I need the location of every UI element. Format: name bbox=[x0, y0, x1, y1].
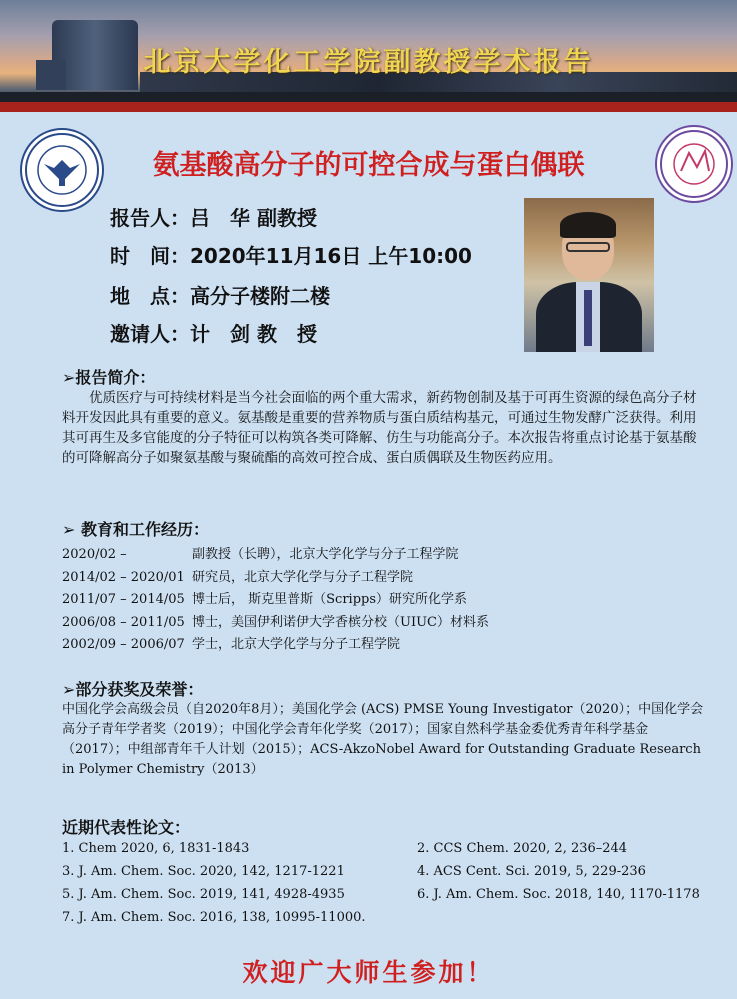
experience-heading: ➢ 教育和工作经历： bbox=[62, 520, 209, 539]
place-line: 地 点：高分子楼附二楼 bbox=[110, 284, 330, 308]
ground-graphic bbox=[0, 92, 737, 102]
time-line: 时 间：2020年11月16日 上午10:00 bbox=[110, 244, 472, 268]
publication-item: 2. CCS Chem. 2020, 2, 236–244 bbox=[417, 841, 628, 856]
banner-title: 北京大学化工学院副教授学术报告 bbox=[143, 47, 594, 78]
abstract-text: 优质医疗与可持续材料是当今社会面临的两个重大需求，新药物创制及基于可再生资源的绿色高分子材料开发因此具有重要的意义。氨基酸是重要的营养物质与蛋白质结构基元，可通过生物发酵广泛获得。利用其可再生及多官能度的分子特征可以构筑各类可降解、仿生与功能高分子。本次报告将重点讨论基于氨基酸的可降解高分子如聚氨基酸与聚硫酯的高效可控合成、蛋白质偶联及生物医药应用。 bbox=[62, 390, 697, 466]
publications-heading: 近期代表性论文： bbox=[62, 818, 191, 837]
experience-row: 2014/02 – 2020/01 研究员，北京大学化学与分子工程学院 bbox=[62, 570, 414, 585]
abstract-heading: ➢报告简介： bbox=[62, 368, 156, 387]
experience-row: 2006/08 – 2011/05 博士，美国伊利诺伊大学香槟分校（UIUC）材料系 bbox=[62, 615, 489, 630]
report-title: 氨基酸高分子的可控合成与蛋白偶联 bbox=[152, 150, 585, 181]
awards-heading: ➢部分获奖及荣誉： bbox=[62, 680, 204, 699]
publication-item: 1. Chem 2020, 6, 1831-1843 bbox=[62, 841, 250, 856]
speaker-photo bbox=[524, 198, 654, 352]
experience-row: 2011/07 – 2014/05 博士后， 斯克里普斯（Scripps）研究所化学系 bbox=[62, 592, 468, 607]
publication-item: 5. J. Am. Chem. Soc. 2019, 141, 4928-4935 bbox=[62, 887, 345, 902]
experience-row: 2002/09 – 2006/07 学士，北京大学化学与分子工程学院 bbox=[62, 637, 401, 652]
welcome-footer: 欢迎广大师生参加！ bbox=[242, 958, 495, 987]
publication-item: 6. J. Am. Chem. Soc. 2018, 140, 1170-1178 bbox=[417, 887, 700, 902]
publication-item: 7. J. Am. Chem. Soc. 2016, 138, 10995-11000. bbox=[62, 910, 366, 925]
publication-item: 3. J. Am. Chem. Soc. 2020, 142, 1217-1221 bbox=[62, 864, 345, 879]
header-banner bbox=[0, 0, 737, 102]
publication-item: 4. ACS Cent. Sci. 2019, 5, 229-236 bbox=[417, 864, 646, 879]
host-line: 邀请人：计 剑 教 授 bbox=[110, 322, 317, 346]
divider-bar bbox=[0, 102, 737, 112]
awards-text: 中国化学会高级会员（自2020年8月）；美国化学会 (ACS) PMSE Young Investigator（2020）；中国化学会高分子青年学者奖（2019）；中国化学会青年化学奖（2017）；国家自然科学基金委优秀青年科学基金（2017）；中组部青年千人计划（2015）；ACS-AkzoNobel Award for Outstanding Graduate Research in Polymer Chemistry（2013） bbox=[62, 702, 704, 777]
speaker-line: 报告人：吕 华 副教授 bbox=[110, 206, 317, 230]
experience-row: 2020/02 – 副教授（长聘），北京大学化学与分子工程学院 bbox=[62, 547, 459, 562]
